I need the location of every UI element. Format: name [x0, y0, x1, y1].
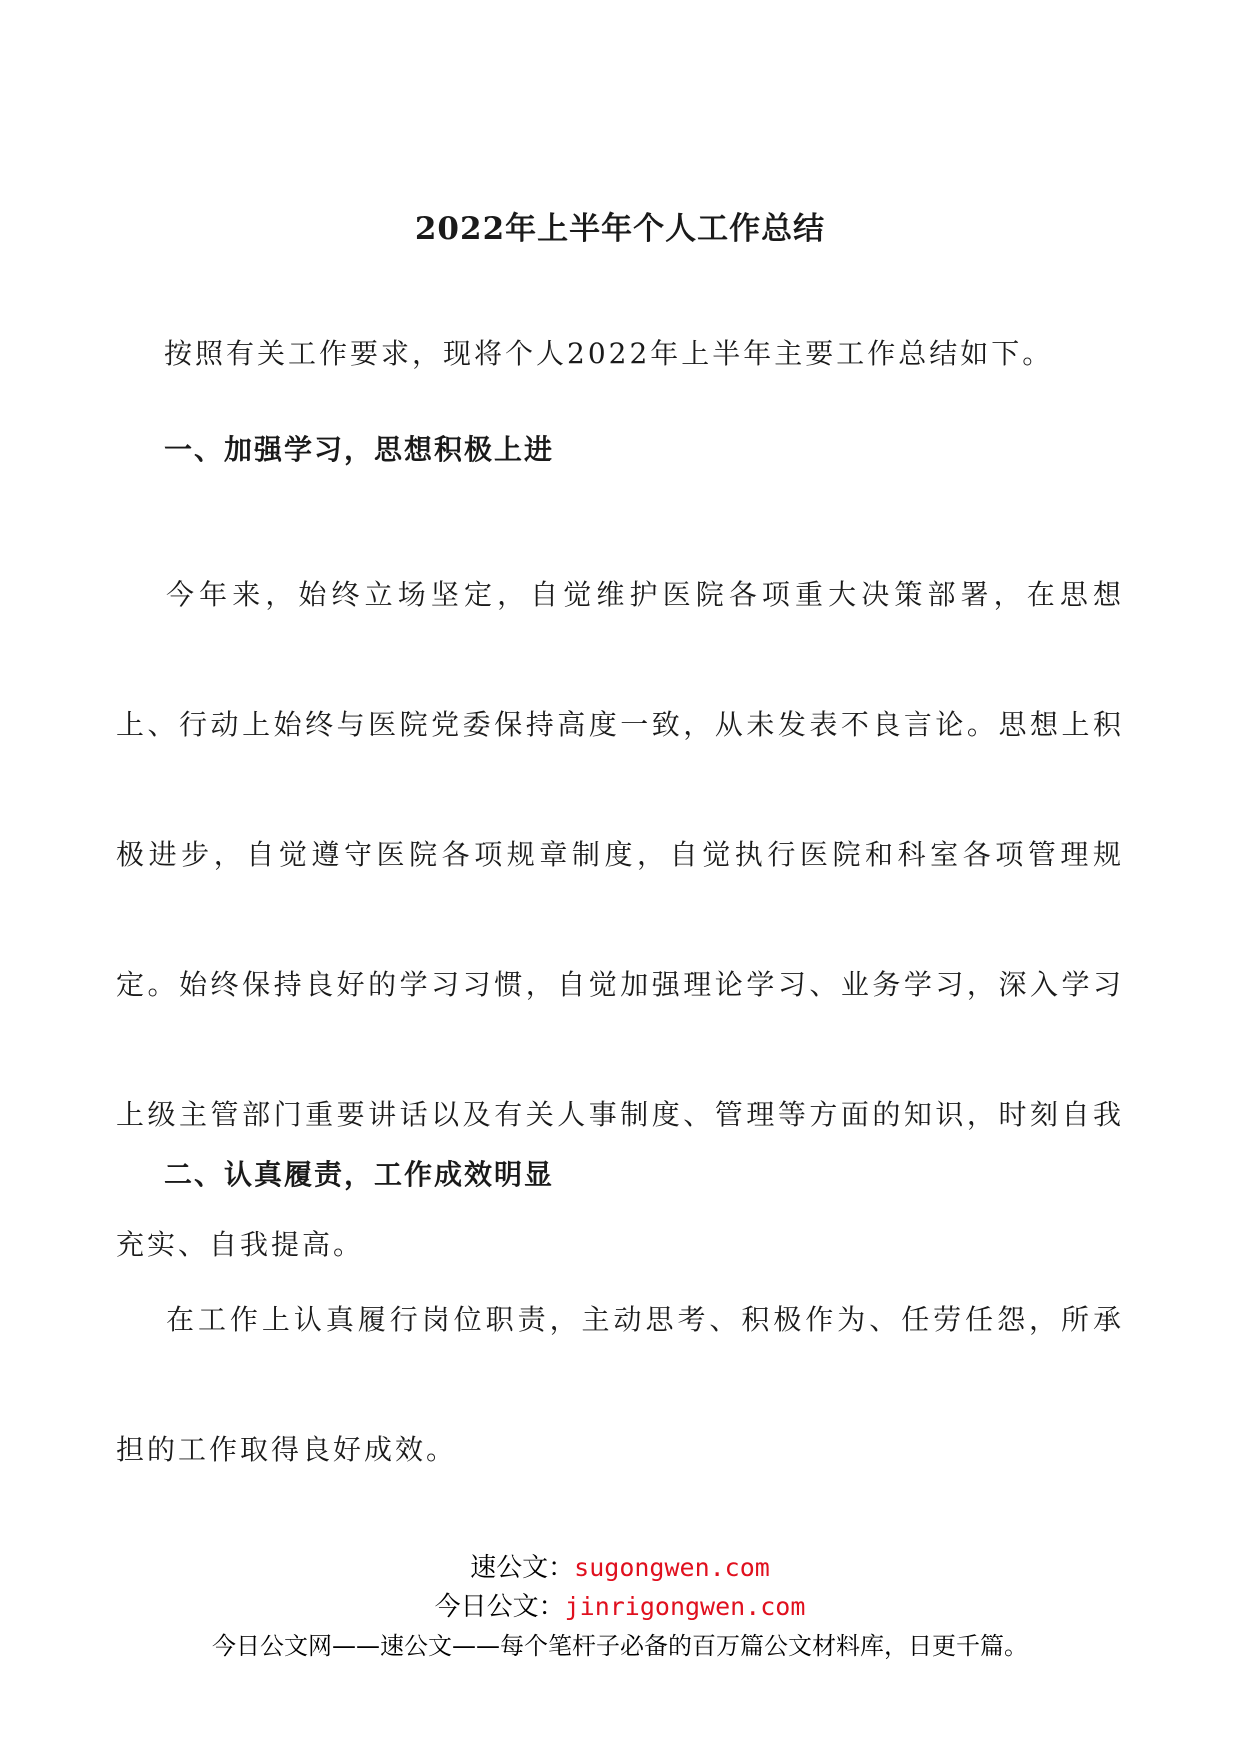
intro-paragraph: 按照有关工作要求，现将个人2022年上半年主要工作总结如下。: [164, 337, 1054, 370]
footer-label-sugongwen: 速公文：: [470, 1553, 575, 1583]
footer-sugongwen: [0, 1550, 1240, 1586]
section-body-1: 今年来，始终立场坚定，自觉维护医院各项重大决策部署，在思想上、行动上始终与医院党委保持高度一致，从未发表不良言论。思想上积极进步，自觉遵守医院各项规章制度，自觉执行医院和科室各项管理规定。始终保持良好的学习习惯，自觉加强理论学习、业务学习，深入学习上级主管部门重要讲话以及有关人事制度、管理等方面的知识，时刻自我充实、自我提高。: [116, 578, 1124, 1261]
section-body-2: 在工作上认真履行岗位职责，主动思考、积极作为、任劳任怨，所承担的工作取得良好成效。: [116, 1303, 1124, 1466]
footer-link-jinrigongwen[interactable]: jinrigongwen.com: [564, 1592, 806, 1621]
footer-tagline: 今日公文网——速公文——每个笔杆子必备的百万篇公文材料库，日更千篇。: [212, 1632, 1028, 1660]
document-title: 2022年上半年个人工作总结: [414, 211, 826, 247]
footer-link-sugongwen[interactable]: sugongwen.com: [574, 1553, 770, 1582]
section-heading-1: 一、加强学习，思想积极上进: [164, 433, 555, 466]
section-heading-2: 二、认真履责，工作成效明显: [164, 1158, 555, 1191]
footer-jinrigongwen: [0, 1589, 1240, 1625]
footer-label-jinrigongwen: 今日公文：: [434, 1592, 565, 1622]
